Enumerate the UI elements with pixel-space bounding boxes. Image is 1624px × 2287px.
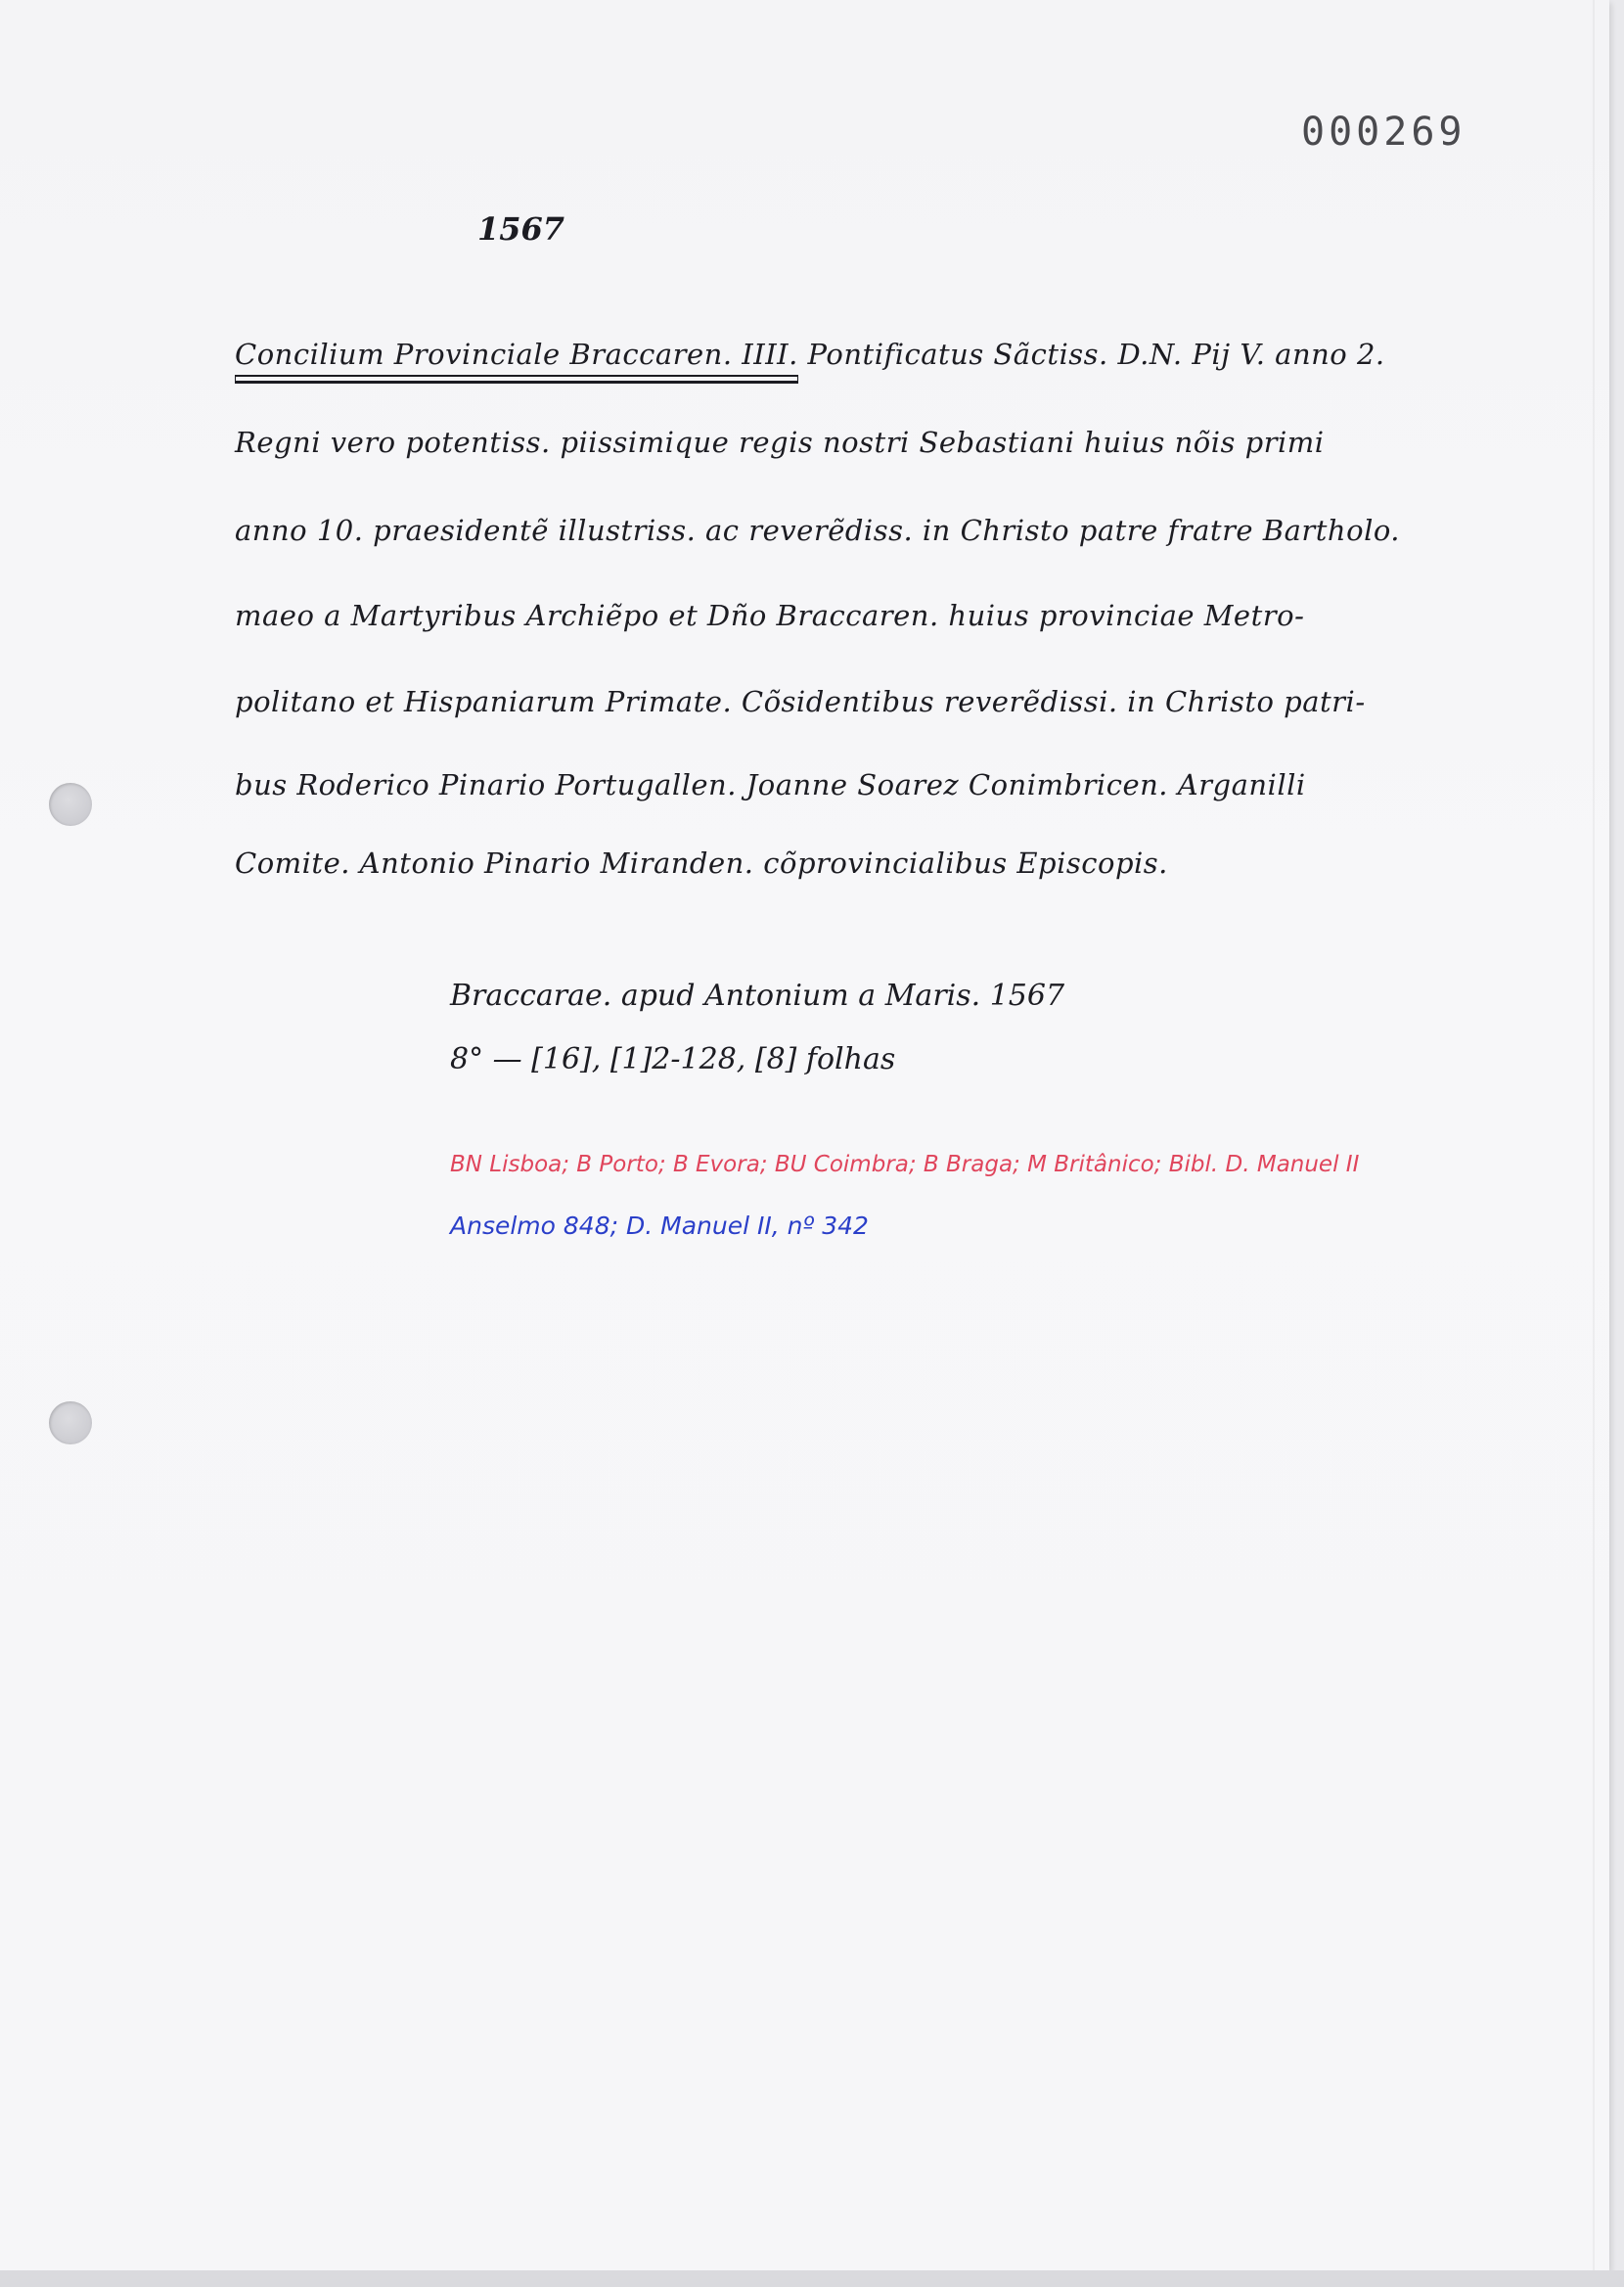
- title-underlined: Concilium Provinciale Braccaren. IIII.: [235, 338, 798, 377]
- holdings-locations: BN Lisboa; B Porto; B Evora; BU Coimbra; B Braga; M Britânico; Bibl. D. Manuel II: [450, 1152, 1360, 1177]
- collation-line: 8° — [16], [1]2-128, [8] folhas: [450, 1042, 896, 1076]
- title-line-6: bus Roderico Pinario Portugallen. Joanne Soarez Conimbricen. Arganilli: [235, 768, 1306, 801]
- title-line-2: Regni vero potentiss. piissimique regis nostri Sebastiani huius nõis primi: [235, 426, 1325, 459]
- title-line-3: anno 10. praesidentẽ illustriss. ac reverẽdiss. in Christo patre fratre Bartholo.: [235, 514, 1401, 547]
- title-line-4: maeo a Martyribus Archiẽpo et Dño Braccaren. huius provinciae Metro-: [235, 599, 1305, 632]
- punch-hole-top: [49, 783, 92, 826]
- title-line-7: Comite. Antonio Pinario Miranden. cõprovincialibus Episcopis.: [235, 846, 1168, 880]
- title-rest: Pontificatus Sãctiss. D.N. Pij V. anno 2.: [797, 338, 1385, 371]
- paper-edge-shadow: [1593, 0, 1595, 2270]
- title-line-5: politano et Hispaniarum Primate. Cõsidentibus reverẽdissi. in Christo patri-: [235, 685, 1366, 718]
- scan-bottom-edge: [0, 2270, 1624, 2287]
- imprint-line: Braccarae. apud Antonium a Maris. 1567: [450, 979, 1065, 1013]
- publication-year: 1567: [477, 210, 565, 248]
- bibliographic-references: Anselmo 848; D. Manuel II, nº 342: [450, 1212, 869, 1240]
- title-line-1: [235, 338, 1385, 371]
- serial-number-stamp: 000269: [1301, 110, 1466, 155]
- punch-hole-bottom: [49, 1401, 92, 1444]
